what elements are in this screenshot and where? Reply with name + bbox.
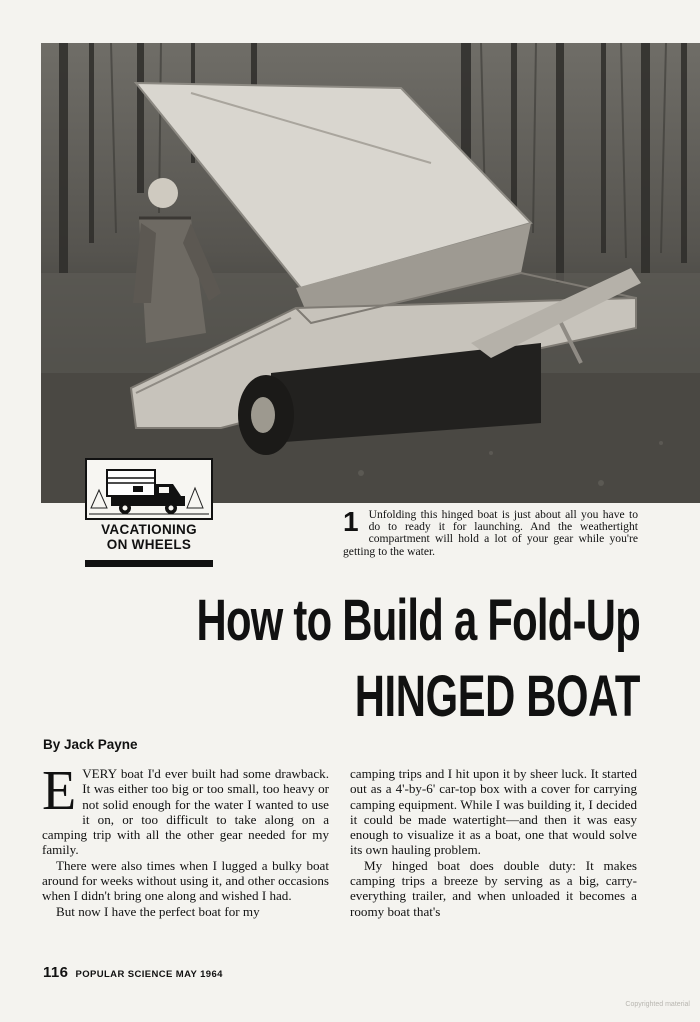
paragraph: My hinged boat does double duty: It makes camping trips a breeze by serving as a big, carry-everything trailer, and when unloaded it becomes a roomy boat that's: [350, 857, 637, 919]
caption-number: 1: [343, 506, 359, 537]
headline-line-2: HINGED BOAT: [354, 664, 640, 729]
badge-rule: [85, 560, 213, 567]
photo-caption: [343, 506, 638, 558]
page-number: 116: [43, 964, 69, 981]
page-footer: [43, 964, 223, 981]
byline: By Jack Payne: [43, 737, 138, 752]
paragraph: [42, 760, 329, 858]
article-column-2: [350, 766, 637, 919]
copyright-watermark: Copyrighted material: [625, 1001, 690, 1008]
publication-info: POPULAR SCIENCE MAY 1964: [75, 969, 223, 980]
headline-line-1: How to Build a Fold-Up: [196, 588, 640, 653]
vacationing-badge: [85, 458, 213, 568]
camper-truck-logo: [85, 458, 213, 520]
paragraph: camping trips and I hit upon it by sheer luck. It started out as a 4'-by-6' car-top box with a cover for carrying camping equipment. While I was building it, I decided it could be made watertight—and then it was easy enough to visualize it as a boat, one that would solve its own hauling problem.: [350, 766, 637, 858]
drop-cap: E: [42, 760, 77, 822]
boat-trailer-photo: [41, 43, 700, 503]
article-column-1: [42, 760, 329, 919]
badge-label: [85, 522, 213, 552]
paragraph: There were also times when I lugged a bulky boat around for weeks without using it, and other occasions when I didn't bring one along and wished I had.: [42, 857, 329, 904]
caption-text: Unfolding this hinged boat is just about all you have to do to ready it for launching. And the weathertight compartment will hold a lot of your gear while you're getting to the water.: [343, 508, 638, 558]
paragraph: But now I have the perfect boat for my: [56, 903, 260, 919]
badge-line-2: ON WHEELS: [106, 537, 192, 552]
paragraph-text: VERY boat I'd ever built had some drawback. It was either too big or too small, too heavy or not solid enough for the water I wanted to use it on, or too difficult to take along on a camping trip with all the other gear needed for my family.: [42, 766, 329, 858]
badge-line-1: VACATIONING: [101, 522, 197, 537]
photo-illustration: [41, 43, 700, 503]
headline: [64, 583, 640, 735]
camper-truck-icon: [87, 460, 211, 518]
